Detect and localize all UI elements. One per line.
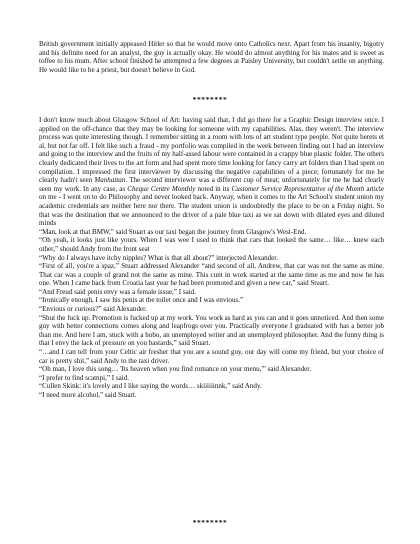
top-paragraph-block bbox=[39, 40, 384, 74]
dialogue-line: “I need more alcohol,” said Stuart. bbox=[39, 391, 137, 399]
dialogue-line: “Shut the fuck up. Promotion is fucked up at my work. You work as hard as you can and it goes unnoticed. And then some guy with better connections comes along and leapfrogs over you. Practically everyone I graduated with has a better job than me. And here I am, stuck with a hobo, an unemployed writer and an unemployed philosopher. And the funny thing is that I envy the lack of pressure on you bastards,” said Stuart. bbox=[39, 313, 384, 348]
section-divider: ******** bbox=[192, 95, 228, 104]
main-paragraph-part4: article on me - I went on to do Philosophy and never looked back. Anyway, when it comes to the Art School's student union my academic credentials are neither here nor there. The student union is undoubtedly the place to be on a Friday night. So that was the destination that we announced to the driver of a pale blue taxi as we sat down with dilated eyes and diluted minds bbox=[39, 184, 384, 228]
bottom-section-divider: ******** bbox=[192, 518, 228, 527]
dialogue-line: “Why do I always have itchy nipples? What is that all about?” interjected Alexander. bbox=[39, 253, 278, 262]
dialogue-line: “…and I can tell from your Celtic air fresher that you are a sound guy, our day will come my friend, but your choice of car is pretty shit,” said Andy to the taxi driver. bbox=[39, 348, 384, 365]
main-text-block bbox=[39, 116, 384, 400]
dialogue-line: “Cullen Skink: it's lovely and I like saying the words… skiiiiiinnk,” said Andy. bbox=[39, 382, 262, 391]
italic-title-manhattan: Manhattan bbox=[94, 176, 126, 185]
dialogue-line: “Envious or curious?” said Alexander. bbox=[39, 305, 147, 314]
dialogue-line: “Oh yeah, it looks just like yours. When I was wee I used to think that cars that looked the same… like… knew each other,” should Andy from the front seat bbox=[39, 236, 384, 253]
top-paragraph: British government initially appeased Hitler so that he would move onto Catholics next. Apart from his insanity, bigotry and his definite need for an analyst, the guy is actually okay. He would do almost anything for his mates and is sweet as toffee to his mum. After school finished he attempted a few degrees at Paisley University, but couldn't settle on anything. He would like to be a priest, but doesn't believe in God. bbox=[39, 40, 384, 74]
main-paragraph-part2: . The second interviewer was a different cup of meat; unfortunately for me he had clearly seen my work. In any case, as bbox=[39, 176, 384, 193]
dialogue-line: “Oh man, I love this song… 'Its heaven when you find romance on your menu,'” said Alexander. bbox=[39, 365, 312, 374]
italic-title-customer-service: Customer Service Representative of the Month bbox=[231, 184, 365, 193]
dialogue-line: “First of all, you're a spaz,” Stuart addressed Alexander “and second of all, Andrew, that car was not the same as mine. That car was a couple of grand not the same as mine. This cunt in work started at the same time as me and now he has one. When I came back from Croatia last year he had been promoted and given a new car,” said Stuart. bbox=[39, 262, 384, 288]
dialogue-line: “I prefer to find scampi,” I said. bbox=[39, 373, 130, 382]
italic-title-cheque-centre: Cheque Centre Monthly bbox=[127, 184, 196, 193]
main-paragraph-part1: I don't know much about Glasgow School of Art: having said that, I did go there for a Graphic Design interview once. I applied on the off-chance that they may be looking for someone with my capabilities. Alas, they weren't. The interview process was quite interesting though. I remember sitting in a room with lots of art student type people. Not quite berets et al, but not far off. I felt like such a fraud - my portfolio was compiled in the week between finding out I had an interview and going to the interview and the fruits of my half-assed labour were contained in a crappy blue plastic folder. The others clearly dedicated their lives to the art form and had spent more time looking for fancy carry art folders than I had spent on compilation. I impressed the first interviewer by discussing the negative capabilities of a piece; fortunately for me he clearly hadn't seen bbox=[39, 116, 384, 185]
dialogue-line: “Man, look at that BMW,” said Stuart as our taxi began the journey from Glasgow's West-End. bbox=[39, 227, 307, 236]
dialogue-line: “Ironically enough, I saw his penis at the toilet once and I was envious.” bbox=[39, 296, 244, 305]
main-paragraph bbox=[39, 116, 384, 228]
main-paragraph-part3: noted in its bbox=[195, 184, 232, 193]
dialogue-line: “And Freud said penis envy was a female issue,” I said. bbox=[39, 287, 196, 296]
